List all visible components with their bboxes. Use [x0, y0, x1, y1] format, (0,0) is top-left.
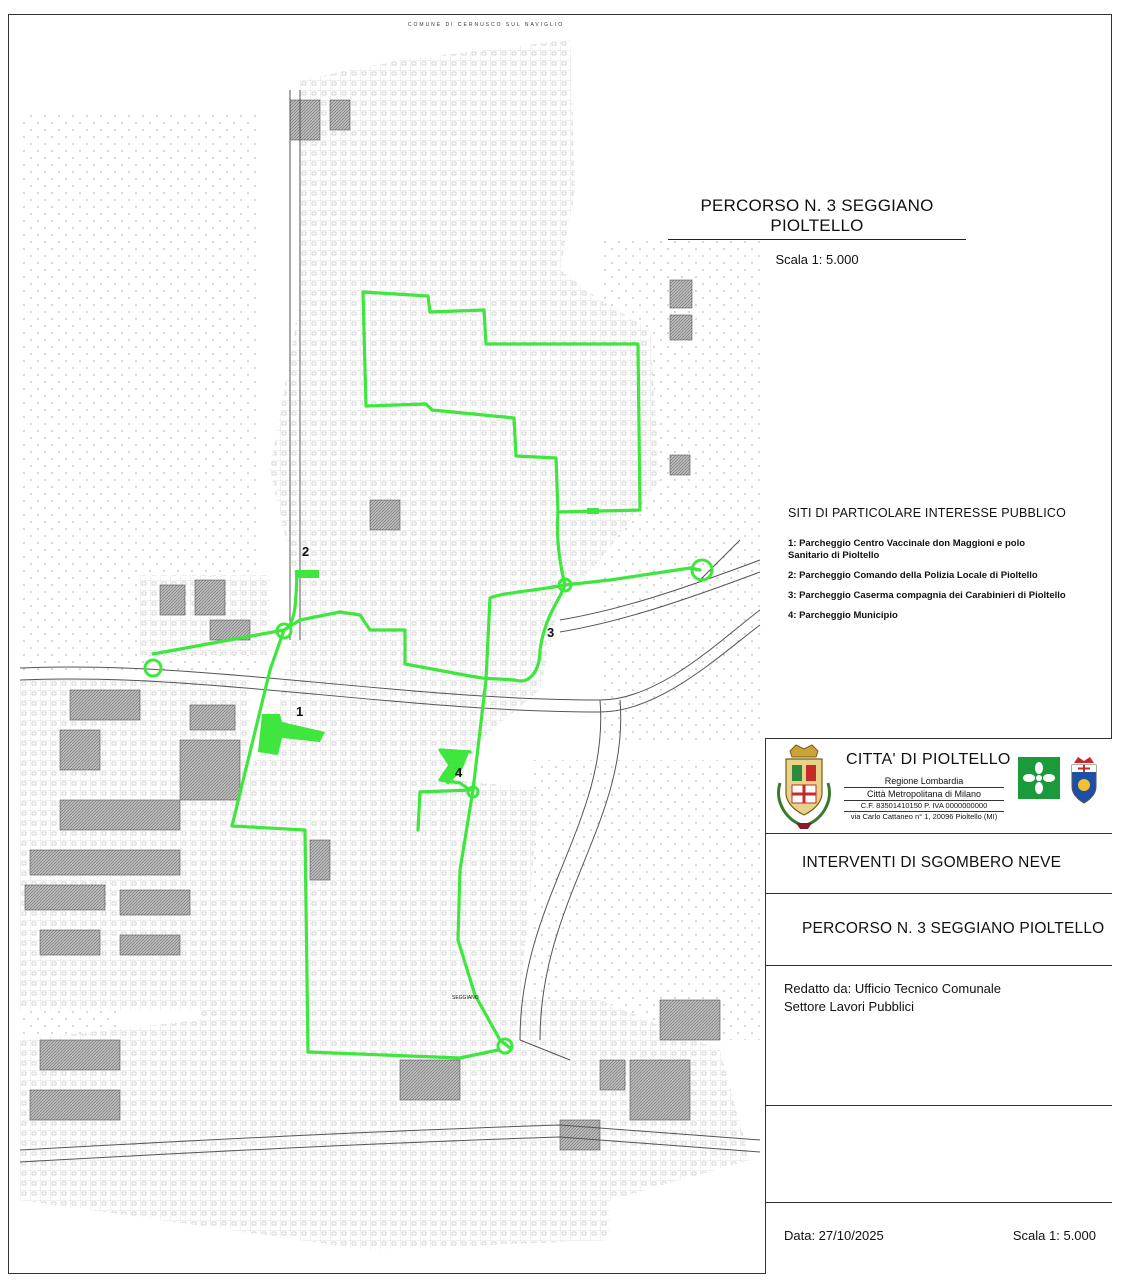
- title-block-header: [766, 739, 1112, 834]
- route-label: PERCORSO N. 3 SEGGIANO PIOLTELLO: [802, 920, 1105, 937]
- title-block-route: [766, 894, 1112, 966]
- title-block-author: [766, 966, 1112, 1106]
- subject-label: INTERVENTI DI SGOMBERO NEVE: [802, 854, 1062, 871]
- date-label: Data: 27/10/2025: [784, 1228, 884, 1243]
- author-block: [784, 980, 1001, 1016]
- sector-label: Settore Lavori Pubblici: [784, 999, 915, 1014]
- title-block-blank: [766, 1106, 1112, 1203]
- city-crest-icon: [772, 743, 836, 831]
- site-label-1: 1: [296, 704, 304, 719]
- site-label-4: 4: [455, 765, 463, 780]
- fiscal-code: C.F. 83501410150 P. IVA 0000000000: [844, 801, 1004, 812]
- lombardia-logo-icon: [1018, 757, 1060, 799]
- region-label: Regione Lombardia: [844, 775, 1004, 788]
- city-details: [844, 775, 1004, 822]
- legend-item-3: 3: Parcheggio Caserma compagnia dei Carabinieri di Pioltello: [788, 590, 1066, 601]
- map-scale: Scala 1: 5.000: [775, 252, 859, 267]
- site-label-2: 2: [302, 544, 310, 559]
- title-block-footer: [766, 1203, 1112, 1275]
- map-header-note: COMUNE DI CERNUSCO SUL NAVIGLIO: [407, 22, 565, 28]
- legend-item-2: 2: Parcheggio Comando della Polizia Locale di Pioltello: [788, 570, 1038, 581]
- footer-scale-label: Scala 1: 5.000: [1012, 1228, 1096, 1243]
- legend-heading: SITI DI PARTICOLARE INTERESSE PUBBLICO: [788, 506, 1067, 520]
- metro-crest-icon: [1068, 755, 1100, 805]
- map-title-block: [668, 196, 966, 267]
- legend: [788, 506, 1108, 630]
- site-label-3: 3: [547, 625, 555, 640]
- legend-item-1: 1: Parcheggio Centro Vaccinale don Maggioni e polo Sanitario di Pioltello: [788, 538, 1026, 561]
- drafted-by-label: Redatto da: Ufficio Tecnico Comunale: [784, 981, 1002, 996]
- title-block-subject: [766, 834, 1112, 894]
- address-label: via Carlo Cattaneo n° 1, 20096 Pioltello (MI): [850, 812, 998, 821]
- metro-label: Città Metropolitana di Milano: [844, 788, 1004, 801]
- city-name: CITTA' DI PIOLTELLO: [846, 751, 1011, 768]
- legend-item-4: 4: Parcheggio Municipio: [788, 610, 898, 621]
- title-block: [765, 738, 1112, 1274]
- place-label-seggiano: SEGGIANO: [452, 995, 479, 1001]
- map-title: PERCORSO N. 3 SEGGIANO PIOLTELLO: [668, 196, 966, 240]
